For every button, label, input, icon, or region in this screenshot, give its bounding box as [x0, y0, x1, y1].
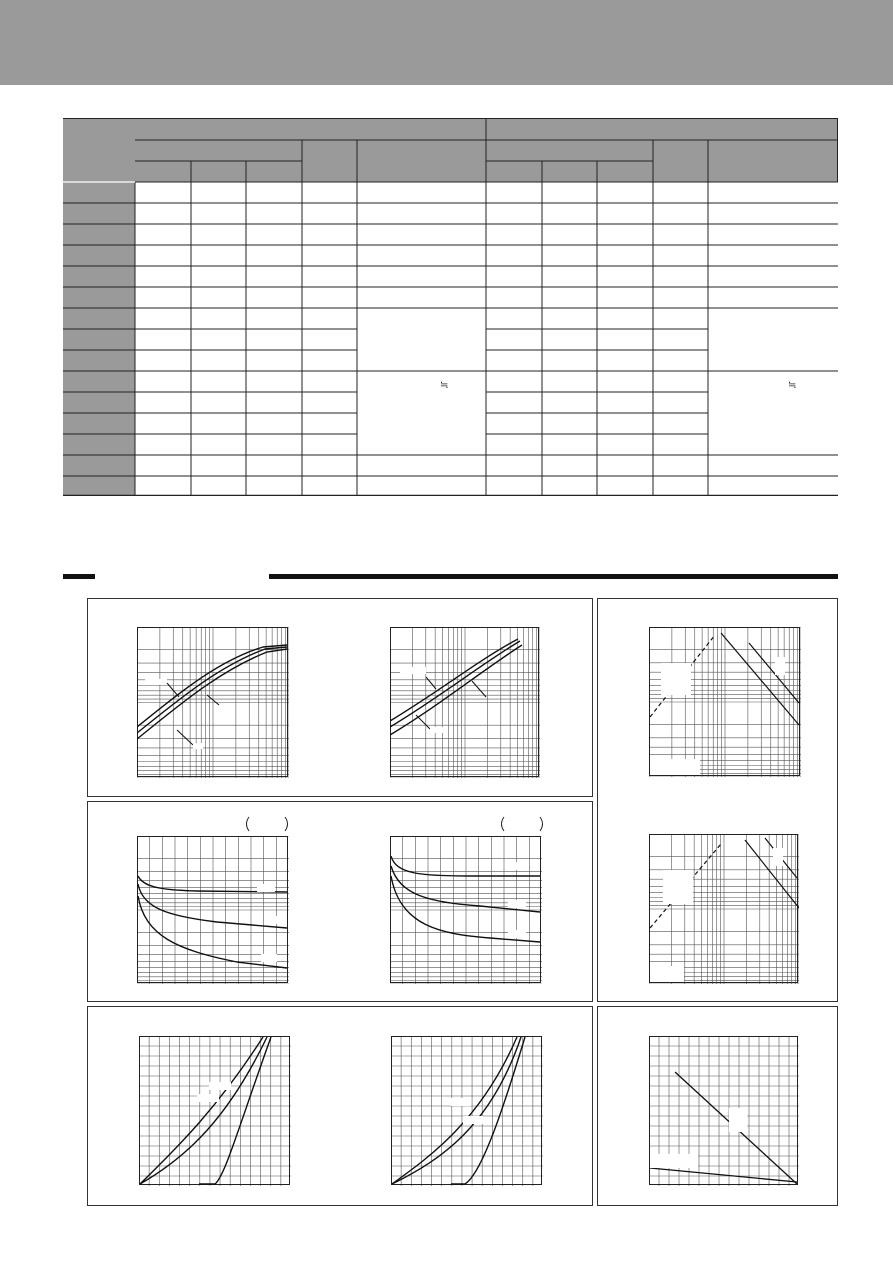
chart-soa-2	[649, 834, 799, 984]
approx-equal-symbol-right: ≒	[788, 380, 797, 391]
chart-lin-2	[391, 1036, 543, 1186]
chart-decay-2	[390, 836, 542, 984]
section-rule-right	[269, 574, 838, 579]
bracket-label-2	[498, 816, 546, 832]
chart-derating	[649, 1036, 799, 1186]
spec-table	[63, 118, 838, 496]
chart-decay-1	[137, 836, 289, 984]
section-rule-left	[63, 574, 95, 579]
bracket-label-1	[243, 816, 291, 832]
chart-log-2	[390, 627, 540, 778]
table-row-header-column	[63, 118, 135, 496]
chart-log-1	[137, 627, 289, 778]
approx-equal-symbol-left: ≒	[440, 380, 449, 391]
header-band	[0, 0, 893, 85]
chart-lin-1	[139, 1036, 291, 1186]
chart-soa-1	[649, 627, 801, 777]
